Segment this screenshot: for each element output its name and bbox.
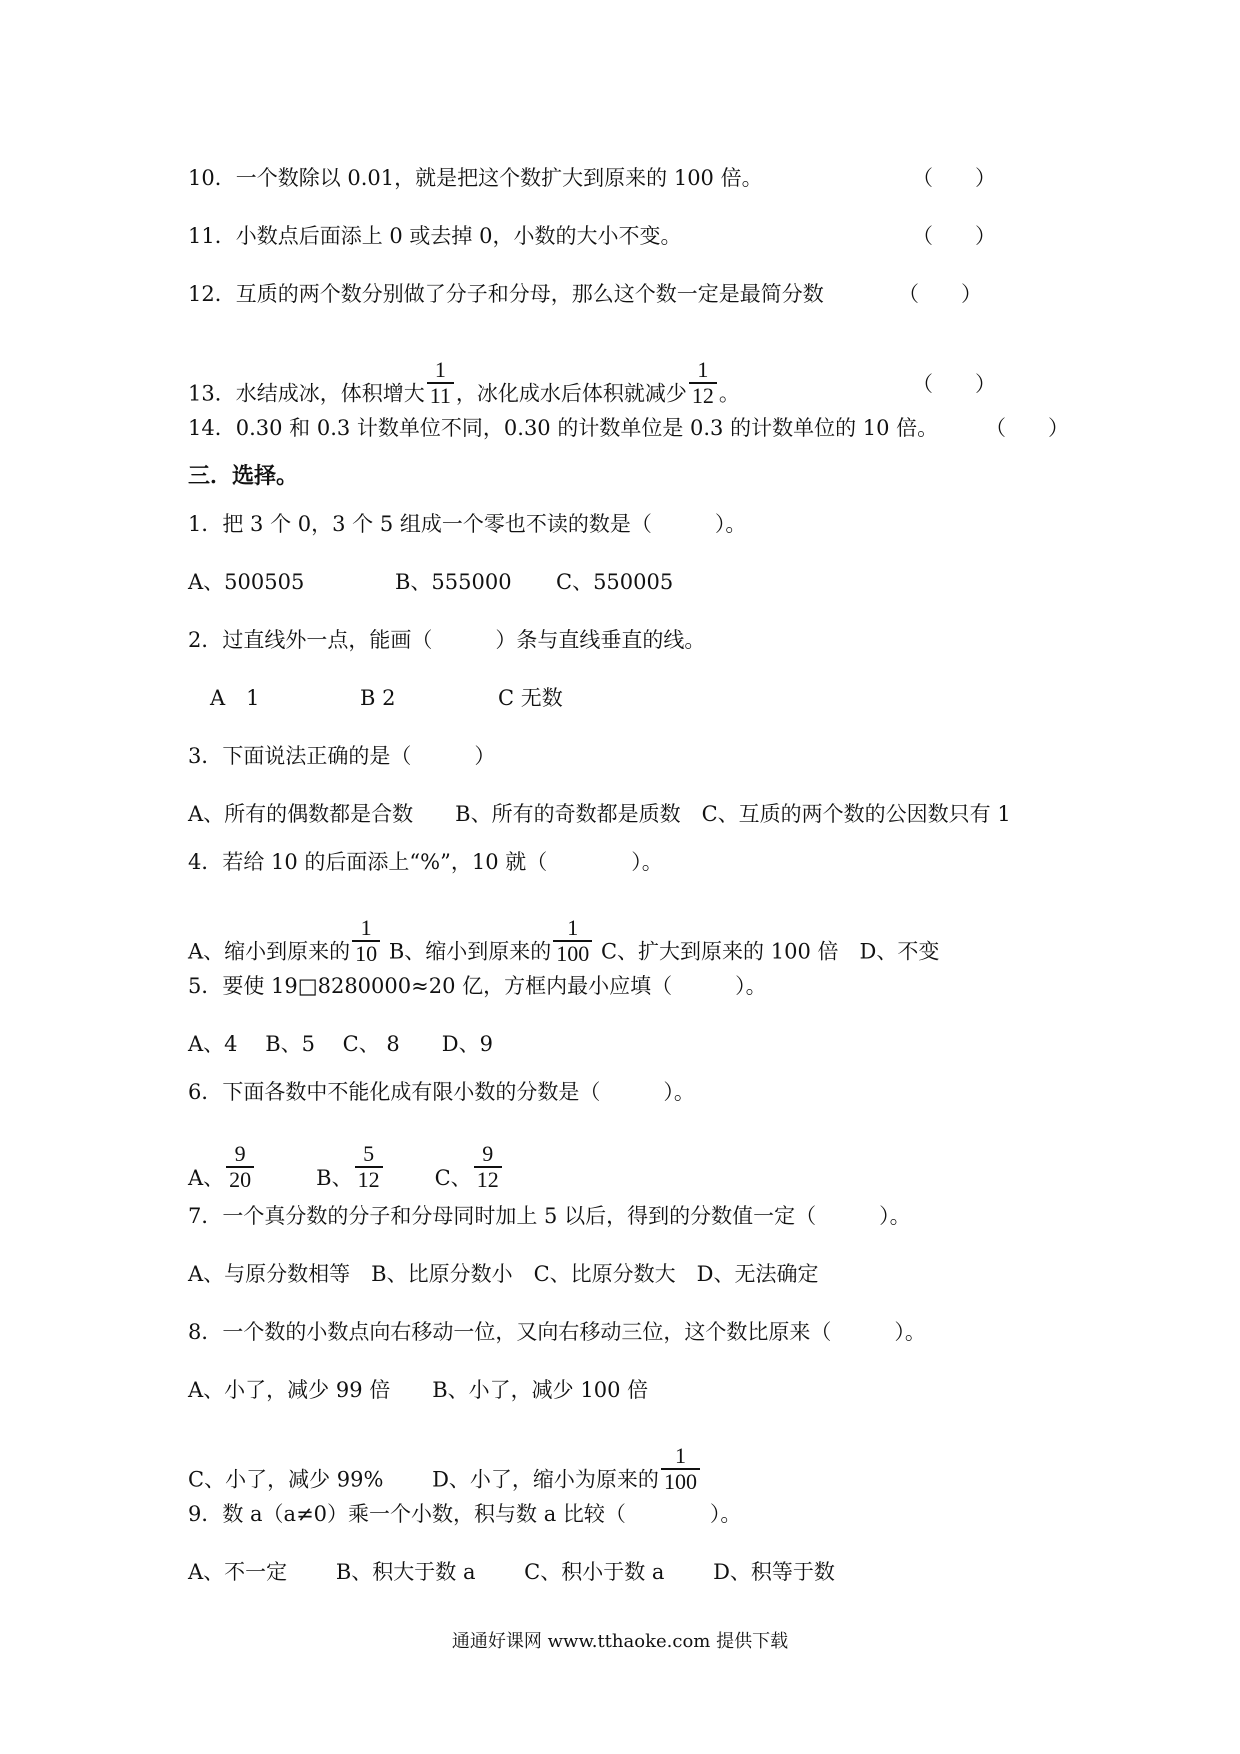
choice-q6: 6．下面各数中不能化成有限小数的分数是（ ）。 xyxy=(188,1080,695,1104)
q13-fraction-1: $\frac{1}{11}$ xyxy=(427,358,454,408)
q8-fraction: $\frac{1}{100}$ xyxy=(661,1444,700,1494)
q13-text-b: ，冰化成水后体积就减少 xyxy=(455,381,687,406)
q4-option-b: B、缩小到原来的 xyxy=(388,939,552,964)
q4-options xyxy=(188,915,940,978)
q4-fraction-b: $\frac{1}{100}$ xyxy=(553,916,592,966)
q6-fraction-b: $\frac{5}{12}$ xyxy=(355,1142,383,1192)
answer-paren-q14: （ ） xyxy=(985,416,1069,440)
choice-q3: 3．下面说法正确的是（ ） xyxy=(188,744,496,768)
footer-source: 通通好课网 www.tthaoke.com 提供下载 xyxy=(451,1631,789,1652)
judge-q13 xyxy=(188,357,740,420)
answer-paren-q11: （ ） xyxy=(912,224,996,248)
q3-options: A、所有的偶数都是合数 B、所有的奇数都是质数 C、互质的两个数的公因数只有 1 xyxy=(188,802,1011,826)
q13-fraction-2: $\frac{1}{12}$ xyxy=(689,358,717,408)
choice-q9: 9．数 a（a≠0）乘一个小数，积与数 a 比较（ ）。 xyxy=(188,1502,742,1526)
q6-option-a: A、 $\frac{9}{20}$ xyxy=(188,1166,256,1190)
choice-q7: 7．一个真分数的分子和分母同时加上 5 以后，得到的分数值一定（ ）。 xyxy=(188,1204,911,1228)
q4-option-a: A、缩小到原来的 xyxy=(188,939,351,964)
answer-paren-q10: （ ） xyxy=(912,166,996,190)
q1-option-b: B、555000 xyxy=(395,570,512,594)
q8-options-cd xyxy=(188,1443,702,1506)
q6-option-c: C、 $\frac{9}{12}$ xyxy=(435,1166,504,1190)
judge-q14: 14．0.30 和 0.3 计数单位不同，0.30 的计数单位是 0.3 的计数单位的 10 倍。 xyxy=(188,416,939,440)
q5-options: A、4 B、5 C、 8 D、9 xyxy=(188,1032,493,1056)
answer-paren-q12: （ ） xyxy=(898,282,982,306)
q6-options xyxy=(188,1141,504,1204)
choice-q4: 4．若给 10 的后面添上“%”，10 就（ ）。 xyxy=(188,850,663,874)
judge-q10: 10．一个数除以 0.01，就是把这个数扩大到原来的 100 倍。 xyxy=(188,166,763,190)
q4-option-cd: C、扩大到原来的 100 倍 D、不变 xyxy=(600,939,940,964)
choice-q5: 5．要使 19□8280000≈20 亿，方框内最小应填（ ）。 xyxy=(188,974,767,998)
q9-options: A、不一定 B、积大于数 a C、积小于数 a D、积等于数 xyxy=(188,1560,835,1584)
answer-paren-q13: （ ） xyxy=(912,372,996,396)
q6-option-b: B、 $\frac{5}{12}$ xyxy=(316,1166,384,1190)
q6-fraction-c: $\frac{9}{12}$ xyxy=(474,1142,502,1192)
q7-options: A、与原分数相等 B、比原分数小 C、比原分数大 D、无法确定 xyxy=(188,1262,819,1286)
q2-option-c: C 无数 xyxy=(498,686,563,710)
q13-text-c: 。 xyxy=(718,381,740,406)
choice-q2: 2．过直线外一点，能画（ ）条与直线垂直的线。 xyxy=(188,628,706,652)
section-title: 三．选择。 xyxy=(188,463,299,489)
q4-fraction-a: $\frac{1}{10}$ xyxy=(352,916,380,966)
judge-q12: 12．互质的两个数分别做了分子和分母，那么这个数一定是最简分数 xyxy=(188,282,824,306)
q2-option-a: A 1 xyxy=(210,686,260,710)
q13-text-a: 13．水结成冰，体积增大 xyxy=(188,381,425,406)
q1-option-a: A、500505 xyxy=(188,570,305,594)
q8-option-cd-text: C、小了，减少 99% D、小了，缩小为原来的 xyxy=(188,1467,659,1492)
choice-q1: 1．把 3 个 0，3 个 5 组成一个零也不读的数是（ ）。 xyxy=(188,512,747,536)
judge-q11: 11．小数点后面添上 0 或去掉 0，小数的大小不变。 xyxy=(188,224,682,248)
q2-option-b: B 2 xyxy=(360,686,396,710)
q1-option-c: C、550005 xyxy=(556,570,674,594)
q8-options-ab: A、小了，减少 99 倍 B、小了，减少 100 倍 xyxy=(188,1378,649,1402)
q6-fraction-a: $\frac{9}{20}$ xyxy=(226,1142,254,1192)
choice-q8: 8．一个数的小数点向右移动一位，又向右移动三位，这个数比原来（ ）。 xyxy=(188,1320,926,1344)
